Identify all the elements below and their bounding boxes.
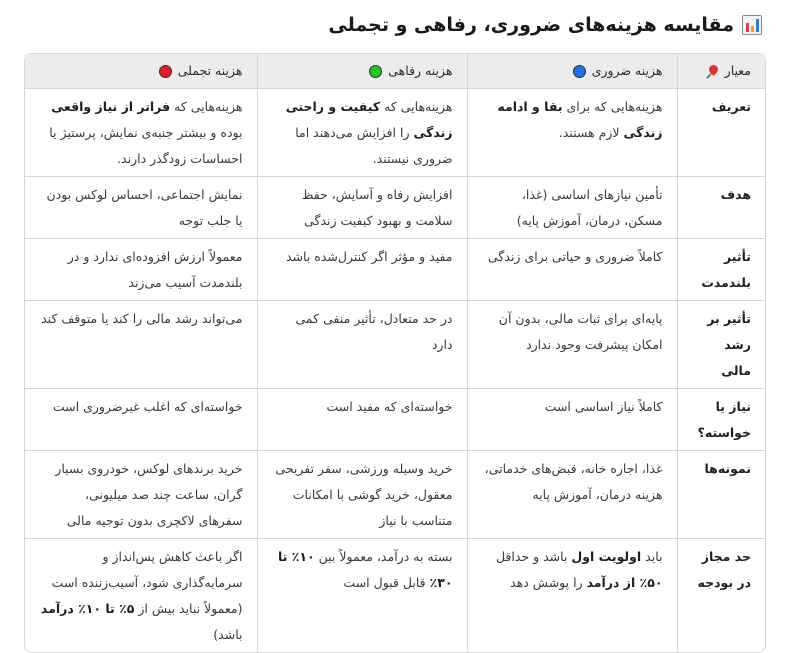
page-title [328,14,762,36]
welfare-cell: بسته به درآمد، معمولاً بین ۱۰٪ تا ۳۰٪ قابل قبول است [257,539,467,653]
header-label: هزینه ضروری [591,63,663,78]
bar-chart-icon [742,15,762,35]
table-row [25,539,765,653]
header-criterion [677,54,765,89]
table-row [25,239,765,301]
welfare-cell: هزینه‌هایی که کیفیت و راحتی زندگی را افزایش می‌دهند اما ضروری نیستند. [257,89,467,177]
table-row [25,301,765,389]
essential-cell: باید اولویت اول باشد و حداقل ۵۰٪ از درآمد را پوشش دهد [467,539,677,653]
criterion-cell: حد مجاز در بودجه [677,539,765,653]
page-title-text: مقایسه هزینه‌های ضروری، رفاهی و تجملی [328,14,734,36]
header-label: معیار [724,63,751,78]
header-luxury [25,54,257,89]
header-welfare [257,54,467,89]
essential-cell: هزینه‌هایی که برای بقا و ادامه زندگی لازم هستند. [467,89,677,177]
essential-cell: کاملاً ضروری و حیاتی برای زندگی [467,239,677,301]
header-label: هزینه تجملی [177,63,243,78]
comparison-table [24,53,766,653]
criterion-cell: تعریف [677,89,765,177]
luxury-cell: خواسته‌ای که اغلب غیرضروری است [25,389,257,451]
luxury-cell: معمولاً ارزش افزوده‌ای ندارد و در بلندمدت آسیب می‌زند [25,239,257,301]
header-label: هزینه رفاهی [388,63,453,78]
criterion-cell: نیاز یا خواسته؟ [677,389,765,451]
table-row [25,177,765,239]
welfare-cell: افزایش رفاه و آسایش، حفظ سلامت و بهبود کیفیت زندگی [257,177,467,239]
table-row [25,89,765,177]
luxury-cell: خرید برندهای لوکس، خودروی بسیار گران، ساعت چند صد میلیونی، سفرهای لاکچری بدون توجیه مالی [25,451,257,539]
luxury-cell: هزینه‌هایی که فراتر از نیاز واقعی بوده و بیشتر جنبه‌ی نمایش، پرستیژ یا احساسات زودگذر دارند. [25,89,257,177]
criterion-cell: نمونه‌ها [677,451,765,539]
criterion-cell: تأثیر بلندمدت [677,239,765,301]
table-header-row [25,54,765,89]
luxury-cell: می‌تواند رشد مالی را کند یا متوقف کند [25,301,257,389]
blue-circle-icon [573,65,586,78]
header-essential [467,54,677,89]
luxury-cell: اگر باعث کاهش پس‌انداز و سرمایه‌گذاری شود، آسیب‌زننده است (معمولاً نباید بیش از ۵٪ تا ۱۰٪ درآمد باشد) [40,549,243,642]
welfare-cell: خرید وسیله ورزشی، سفر تفریحی معقول، خرید گوشی با امکانات متناسب با نیاز [257,451,467,539]
essential-cell: پایه‌ای برای ثبات مالی، بدون آن امکان پیشرفت وجود ندارد [467,301,677,389]
welfare-cell: خواسته‌ای که مفید است [257,389,467,451]
luxury-cell: نمایش اجتماعی، احساس لوکس بودن یا جلب توجه [25,177,257,239]
essential-cell: غذا، اجاره خانه، قبض‌های خدماتی، هزینه درمان، آموزش پایه [467,451,677,539]
welfare-cell: مفید و مؤثر اگر کنترل‌شده باشد [257,239,467,301]
criterion-cell: هدف [677,177,765,239]
criterion-cell: تأثیر بر رشد مالی [677,301,765,389]
green-circle-icon [369,65,382,78]
table-row [25,389,765,451]
red-circle-icon [159,65,172,78]
table-row [25,451,765,539]
welfare-cell: در حد متعادل، تأثیر منفی کمی دارد [257,301,467,389]
essential-cell: کاملاً نیاز اساسی است [467,389,677,451]
essential-cell: تأمین نیازهای اساسی (غذا، مسکن، درمان، آموزش پایه) [467,177,677,239]
pushpin-icon [705,64,719,78]
